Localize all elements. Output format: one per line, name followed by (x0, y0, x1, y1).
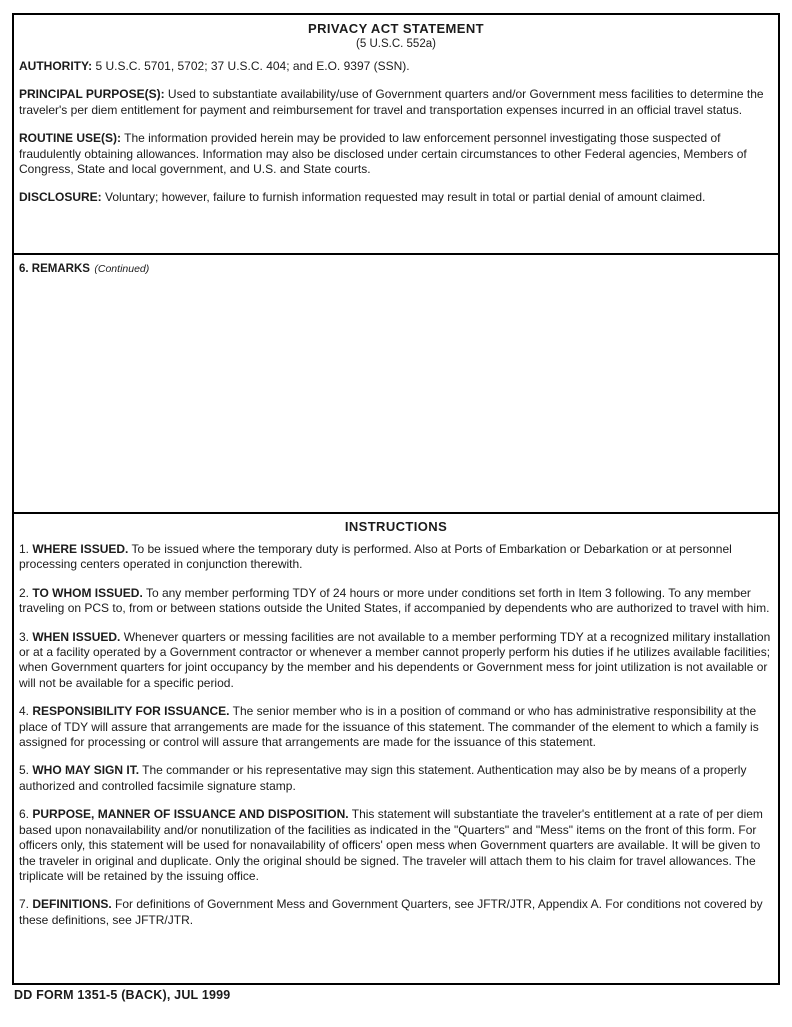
instruction-number: 7. (19, 897, 30, 912)
instruction-label: RESPONSIBILITY FOR ISSUANCE. (32, 704, 230, 719)
form-number-footer: DD FORM 1351-5 (BACK), JUL 1999 (14, 988, 231, 1002)
instruction-label: DEFINITIONS. (32, 897, 112, 912)
instruction-number: 2. (19, 585, 30, 600)
privacy-act-subtitle: (5 U.S.C. 552a) (356, 38, 436, 50)
instruction-text: For definitions of Government Mess and Government Quarters, see JFTR/JTR, Appendix A. For conditions not covered by these definitions, see JFTR/JTR. (19, 897, 763, 927)
instruction-label: TO WHOM ISSUED. (32, 585, 143, 600)
instruction-number: 6. (19, 807, 30, 822)
instruction-item-2 (19, 586, 773, 617)
remarks-section (14, 253, 778, 512)
principal-purpose-label: PRINCIPAL PURPOSE(S): (19, 87, 165, 102)
disclosure-paragraph (19, 190, 773, 205)
principal-purpose-text: Used to substantiate availability/use of Government quarters and/or Government mess facilities to determine the traveler's per diem entitlement for payment and reimbursement for travel and transportation expenses incurred in an official travel status. (19, 87, 764, 117)
privacy-act-section (14, 15, 778, 253)
instruction-number: 1. (19, 542, 30, 556)
privacy-act-title: PRIVACY ACT STATEMENT (308, 21, 484, 36)
instructions-title: INSTRUCTIONS (344, 519, 448, 534)
authority-paragraph (19, 59, 773, 74)
principal-purpose-paragraph (19, 87, 773, 118)
authority-text: 5 U.S.C. 5701, 5702; 37 U.S.C. 404; and E.O. 9397 (SSN). (95, 59, 410, 73)
instruction-text: To be issued where the temporary duty is performed. Also at Ports of Embarkation or Debarkation or at personnel processing centers operated in conjunction therewith. (19, 542, 732, 572)
instruction-text: The commander or his representative may sign this statement. Authentication may also be by means of a properly authorized and controlled facsimile signature stamp. (19, 763, 747, 793)
remarks-continued-label: (Continued) (94, 263, 150, 275)
routine-use-paragraph (19, 131, 773, 177)
instruction-label: PURPOSE, MANNER OF ISSUANCE AND DISPOSITION. (32, 807, 349, 822)
remarks-label: 6. REMARKS (19, 263, 90, 275)
disclosure-text: Voluntary; however, failure to furnish information requested may result in total or partial denial of amount claimed. (105, 190, 706, 205)
instruction-number: 5. (19, 763, 30, 778)
instruction-label: WHERE ISSUED. (32, 542, 129, 556)
instruction-item-6 (19, 807, 773, 884)
instruction-text: This statement will substantiate the traveler's entitlement at a rate of per diem based upon nonavailability and/or nonutilization of the facilities as indicated in the "Quarters" and "Mess" items on the front of this form. For officers only, this statement will be used for nonavailability of officers' open mess when Government quarters are available. It will be given to the traveler in original and duplicate. Only the original should be signed. The traveler will attach them to his claim for travel allowances. The triplicate will be retained by the issuing office. (19, 807, 763, 883)
instruction-number: 3. (19, 629, 30, 644)
instruction-text: The senior member who is in a position of command or who has administrative responsibility at the place of TDY will assure that arrangements are made for the issuance of this statement. The commander of the element to which a family is assigned for processing or control will assure that arrangements are made for the issuance of this statement. (19, 704, 759, 750)
disclosure-label: DISCLOSURE: (19, 190, 102, 205)
routine-use-text: The information provided herein may be provided to law enforcement personnel investigating those suspected of fraudulently obtaining allowances. Information may also be disclosed under certain circumstances to other Federal agencies, Members of Congress, State and local government, and U.S. and State courts. (19, 131, 747, 177)
form-border-box (12, 13, 780, 985)
instruction-text: Whenever quarters or messing facilities are not available to a member performing TDY at a recognized military installation or at a facility operated by a Government contractor or whenever a member cannot properly perform his duties if he utilizes available facilities; when Government quarters for joint occupancy by the member and his dependents or Government mess for joint utilization is not available or will not be available for a specific period. (19, 629, 771, 690)
instruction-label: WHEN ISSUED. (32, 629, 121, 644)
instruction-item-3 (19, 630, 773, 692)
instruction-item-7 (19, 897, 773, 928)
instruction-item-5 (19, 763, 773, 794)
instruction-item-4 (19, 704, 773, 750)
instruction-label: WHO MAY SIGN IT. (32, 763, 140, 778)
authority-label: AUTHORITY: (19, 59, 93, 73)
instruction-item-1 (19, 542, 773, 573)
instruction-number: 4. (19, 704, 30, 719)
routine-use-label: ROUTINE USE(S): (19, 131, 121, 146)
instruction-text: To any member performing TDY of 24 hours or more under conditions set forth in Item 3 following. To any member traveling on PCS to, from or between stations outside the United States, if accompanied by dependents who are authorized to travel with him. (19, 585, 770, 616)
instructions-section (14, 512, 778, 983)
